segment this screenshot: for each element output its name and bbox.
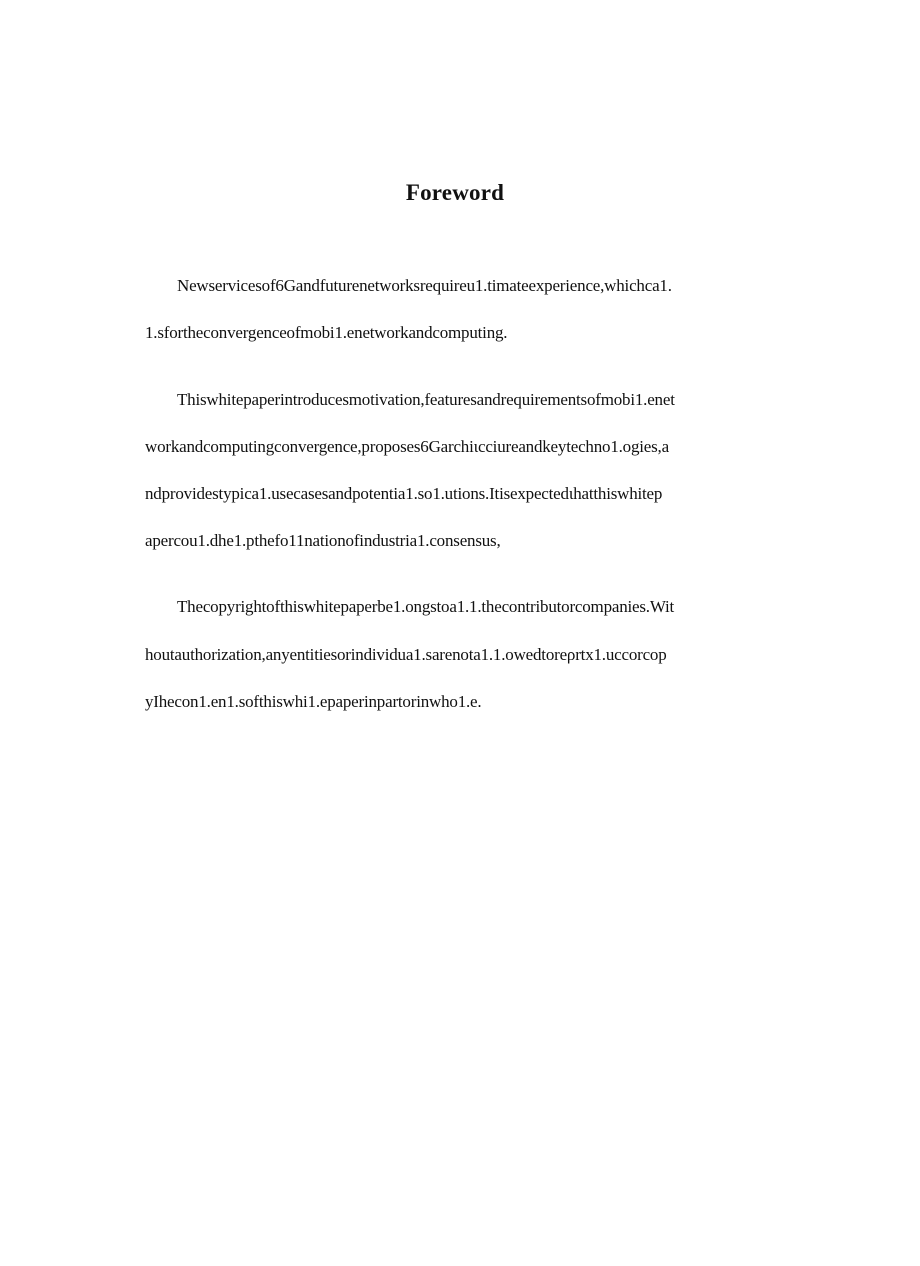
paragraph-1-line-1: Newservicesof6Gandfuturenetworksrequireu1.timateexperience,whichca1. bbox=[177, 276, 672, 295]
paragraph-3-line-1: Thecopyrightofthiswhitepaperbe1.ongstoa1.1.thecontributorcompanies.Wit bbox=[177, 597, 675, 616]
paragraph-2-line-4: apercou1.dhe1.pthefo11nationofindustria1.consensus, bbox=[145, 531, 501, 550]
paragraph-3-line-3: yIhecon1.en1.softhiswhi1.epaperinpartorinwho1.e. bbox=[145, 692, 482, 711]
paragraph-2-line-3: ndprovidestypica1.usecasesandpotentia1.so1.utions.Itisexpectedιhatthiswhitep bbox=[145, 484, 663, 503]
page-title: Foreword bbox=[405, 180, 505, 205]
paragraph-2-line-1: Thiswhitepaperintroducesmotivation,featuresandrequirementsofmobi1.enet bbox=[177, 390, 675, 409]
paragraph-1-line-2: 1.sfortheconvergenceofmobi1.enetworkandcomputing. bbox=[145, 323, 508, 342]
paragraph-3-line-2: houtauthorization,anyentitiesorindividua1.sarenota1.1.owedtoreρrtx1.uccorcop bbox=[145, 645, 667, 664]
paragraph-2-line-2: workandcomputingconvergence,proposes6Garchiιcciureandkeytechno1.ogies,a bbox=[145, 437, 669, 456]
